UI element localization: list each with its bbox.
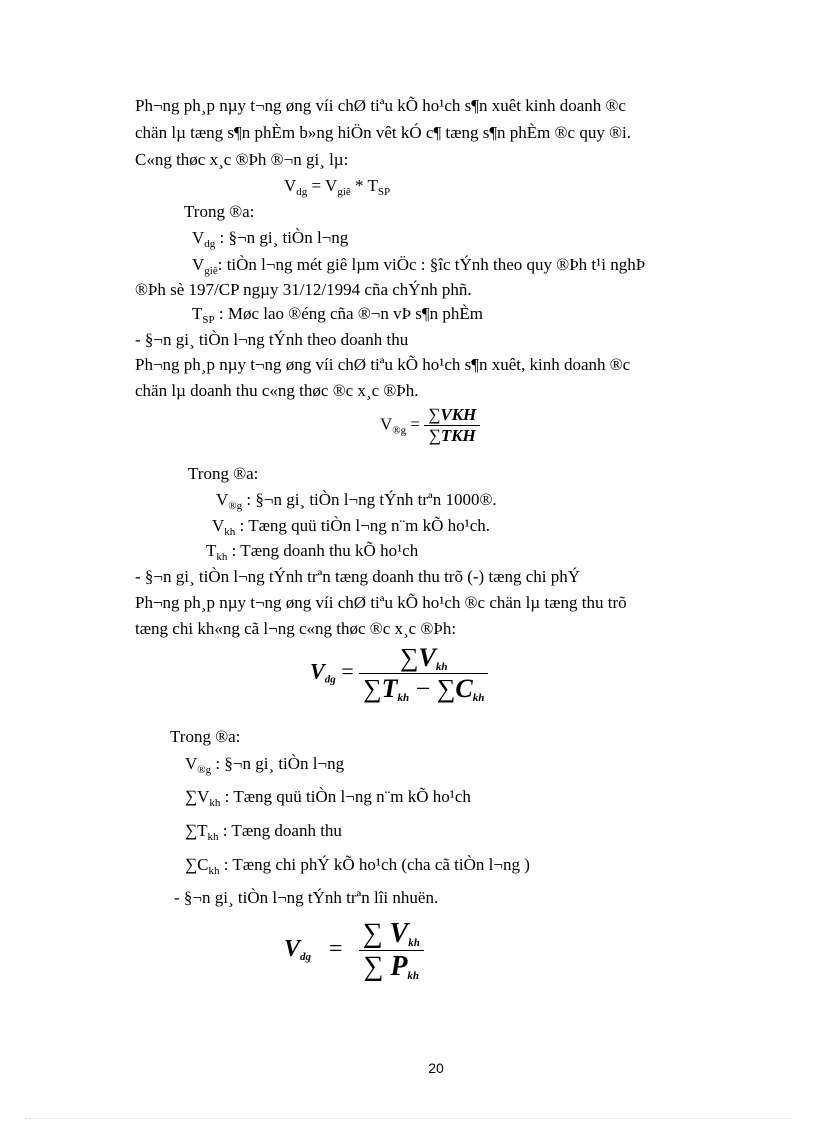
paragraph-line: chän lµ tæng s¶n phÈm b»ng hiÖn vêt kÓ c¶ tæng s¶n phÈm ®c quy ®i. xyxy=(135,123,631,142)
def-symbol: ∑C xyxy=(185,855,209,874)
formula-symbol: TKH xyxy=(440,426,476,445)
definition-line xyxy=(185,821,342,841)
definition-line xyxy=(212,516,490,536)
def-subscript: kh xyxy=(208,865,220,877)
formula-symbol: = xyxy=(329,936,343,963)
formula-symbol: V xyxy=(284,936,301,963)
definition-line xyxy=(185,855,530,875)
formula-subscript: kh xyxy=(435,661,448,673)
definition-line xyxy=(185,787,471,807)
sigma-symbol: ∑ xyxy=(399,643,419,672)
def-symbol: V xyxy=(212,516,225,535)
footer-divider xyxy=(25,1118,791,1119)
def-symbol: T xyxy=(192,304,203,323)
definition-line xyxy=(206,541,418,561)
formula-subscript: dg xyxy=(296,186,308,198)
def-symbol: V xyxy=(216,490,229,509)
def-subscript: kh xyxy=(224,526,236,538)
definition-line xyxy=(192,304,483,324)
formula-symbol: V xyxy=(418,643,436,672)
formula-revenue-minus-cost xyxy=(310,643,488,704)
formula-symbol: V xyxy=(284,176,297,195)
def-subscript: SP xyxy=(202,314,215,326)
fraction-denominator xyxy=(359,673,488,704)
formula-symbol: C xyxy=(455,674,473,703)
section-heading: - §¬n gi¸ tiÒn l¬ng tÝnh theo doanh thu xyxy=(135,330,409,349)
formula-symbol: V xyxy=(389,918,409,949)
formula-subscript: kh xyxy=(472,692,485,704)
def-text: : Møc lao ®éng cña ®¬n vÞ s¶n phÈm xyxy=(214,304,483,323)
formula-symbol: V xyxy=(380,414,393,434)
formula-symbol: * T xyxy=(350,176,378,195)
sigma-symbol: ∑ xyxy=(428,426,441,445)
page-number: 20 xyxy=(428,1060,444,1076)
def-symbol: T xyxy=(206,541,217,560)
formula-revenue xyxy=(380,405,480,446)
fraction-numerator xyxy=(359,918,424,950)
def-text: : Tæng doanh thu xyxy=(218,821,342,840)
def-subscript: dg xyxy=(204,238,216,250)
definition-line: ®Þh sè 197/CP ngµy 31/12/1994 cña chÝnh phñ. xyxy=(135,280,472,299)
paragraph-line: C«ng thøc x¸c ®Þh ®¬n gi¸ lµ: xyxy=(135,150,349,169)
formula-subscript: SP xyxy=(377,186,391,198)
def-symbol: V xyxy=(192,228,205,247)
sigma-symbol: ∑ xyxy=(436,674,456,703)
formula-subscript: dg xyxy=(324,673,336,686)
formula-symbol: = xyxy=(335,658,360,684)
paragraph-line: Ph¬ng ph¸p nµy t¬ng øng víi chØ tiªu kÕ ho¹ch s¶n xuêt, kinh doanh ®c xyxy=(135,355,631,374)
formula-wage-per-hour xyxy=(284,176,390,196)
def-subscript: kh xyxy=(207,831,219,843)
minus-symbol: − xyxy=(409,674,437,703)
fraction xyxy=(424,405,480,446)
formula-subscript: kh xyxy=(408,937,420,949)
fraction-numerator xyxy=(359,643,488,673)
fraction-denominator xyxy=(424,425,480,446)
definition-line xyxy=(192,228,348,248)
sigma-symbol: ∑ xyxy=(362,918,383,949)
def-symbol: V xyxy=(185,754,198,773)
sigma-symbol: ∑ xyxy=(363,951,384,982)
fraction xyxy=(359,918,424,983)
def-text: : Tæng doanh thu kÕ ho¹ch xyxy=(227,541,419,560)
sigma-symbol: ∑ xyxy=(428,405,441,424)
def-symbol: V xyxy=(192,255,205,274)
where-heading: Trong ®a: xyxy=(184,202,255,221)
def-symbol: ∑V xyxy=(185,787,210,806)
formula-subscript: kh xyxy=(397,692,410,704)
def-text: : §¬n gi¸ tiÒn l¬ng tÝnh trªn 1000®. xyxy=(242,490,497,509)
formula-profit xyxy=(284,918,424,983)
paragraph-line: Ph¬ng ph¸p nµy t¬ng øng víi chØ tiªu kÕ ho¹ch ®c chän lµ tæng thu trõ xyxy=(135,593,627,612)
definition-line xyxy=(216,490,497,510)
paragraph-line: chän lµ doanh thu c«ng thøc ®c x¸c ®Þh. xyxy=(135,381,419,400)
def-subscript: kh xyxy=(216,551,228,563)
formula-subscript: dg xyxy=(300,951,312,964)
def-subscript: ®g xyxy=(197,764,212,776)
def-text: : Tæng quü tiÒn l¬ng n¨m kÕ ho¹ch xyxy=(220,787,471,806)
def-text: : §¬n gi¸ tiÒn l¬ng xyxy=(215,228,349,247)
formula-symbol: = V xyxy=(307,176,338,195)
paragraph-line: tæng chi kh«ng cã l¬ng c«ng thøc ®c x¸c ®Þh: xyxy=(135,619,457,638)
def-subscript: ®g xyxy=(228,500,243,512)
formula-symbol: T xyxy=(381,674,398,703)
formula-subscript: ®g xyxy=(392,424,407,437)
def-text: : Tæng quü tiÒn l¬ng n¨m kÕ ho¹ch. xyxy=(235,516,491,535)
formula-symbol: VKH xyxy=(440,405,477,424)
where-heading: Trong ®a: xyxy=(188,464,259,483)
formula-symbol: V xyxy=(310,658,325,684)
paragraph-line: Ph¬ng ph¸p nµy t¬ng øng víi chØ tiªu kÕ ho¹ch s¶n xuêt kinh doanh ®c xyxy=(135,96,626,115)
section-heading: - §¬n gi¸ tiÒn l¬ng tÝnh trªn lîi nhuën. xyxy=(174,888,439,907)
formula-symbol: P xyxy=(390,951,408,982)
def-symbol: ∑T xyxy=(185,821,208,840)
fraction-numerator xyxy=(424,405,480,425)
fraction-denominator xyxy=(359,950,424,983)
formula-subscript: giê xyxy=(337,186,351,198)
sigma-symbol: ∑ xyxy=(363,674,382,703)
where-heading: Trong ®a: xyxy=(170,727,241,746)
def-subscript: giê xyxy=(204,265,218,277)
definition-line xyxy=(192,255,645,275)
fraction xyxy=(359,643,488,704)
def-text: : Tæng chi phÝ kÕ ho¹ch (cha cã tiÒn l¬ng ) xyxy=(219,855,530,874)
formula-symbol: = xyxy=(406,414,425,434)
def-text: : §¬n gi¸ tiÒn l¬ng xyxy=(211,754,345,773)
def-subscript: kh xyxy=(209,797,221,809)
definition-line xyxy=(185,754,344,774)
formula-subscript: kh xyxy=(407,970,420,982)
def-text: : tiÒn l¬ng mét giê lµm viÖc : §îc tÝnh theo quy ®Þh t¹i nghÞ xyxy=(217,255,646,274)
section-heading: - §¬n gi¸ tiÒn l¬ng tÝnh trªn tæng doanh thu trõ (-) tæng chi phÝ xyxy=(135,567,581,586)
